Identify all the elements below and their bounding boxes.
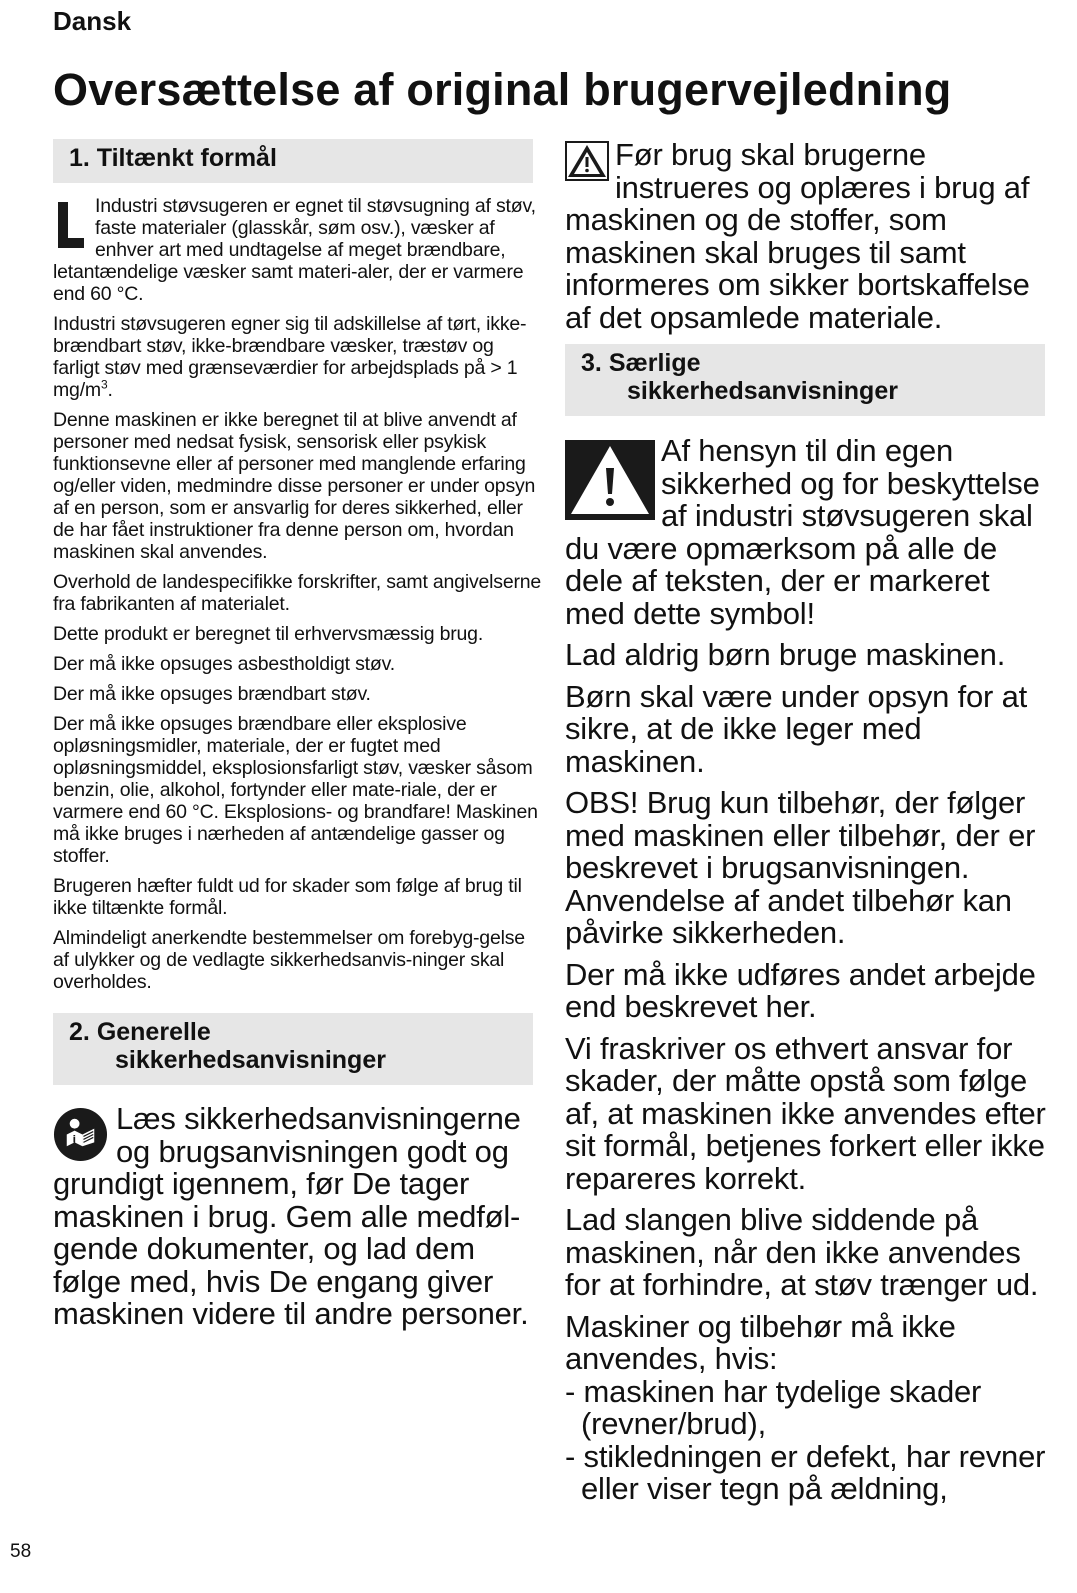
- intended-use-paragraph: Industri støvsugeren er egnet til støvsugning af støv, faste materialer (glasskår, søm osv.), væsker af enhver art med undtagelse af meget brændbare, letantændelige væsker samt materi-aler, der er varmere end 60 °C.: [53, 195, 536, 305]
- warning-triangle-icon: [565, 440, 655, 520]
- superscript-3: 3: [100, 377, 108, 392]
- conditions-paragraph: Maskiner og tilbehør må ikke anvendes, hvis: - maskinen har tydelige skader (revner/brud), - stikledningen er defekt, har revner eller viser tegn på ældning,: [565, 1311, 1055, 1506]
- bullet-cord: - stikledningen er defekt, har revner eller viser tegn på ældning,: [565, 1438, 1046, 1506]
- language-label: Dansk: [53, 6, 132, 36]
- page-number: 58: [10, 1541, 32, 1562]
- read-manual-icon: [53, 1107, 108, 1162]
- liability-paragraph: Brugeren hæfter fuldt ud for skader som følge af brug til ikke tiltænkte formål.: [53, 875, 522, 919]
- section-2-body: [53, 1103, 543, 1331]
- section-3-heading: [565, 344, 1045, 416]
- professional-use-paragraph: Dette produkt er beregnet til erhvervsmæssig brug.: [53, 623, 484, 645]
- section-3-title-line2: sikkerhedsanvisninger: [627, 377, 898, 405]
- left-column: [53, 139, 543, 1340]
- dust-separation-paragraph: Industri støvsugeren egner sig til adskillelse af tørt, ikke-brændbart støv, ikke-brændbare væsker, træstøv og farligt støv med grænseværdier for arbejdsplads på > 1 $mg/m^3$.: [53, 313, 527, 401]
- asbestos-paragraph: Der må ikke opsuges asbestholdigt støv.: [53, 653, 395, 675]
- section-2-heading: [53, 1013, 533, 1085]
- warning-symbol-paragraph: Af hensyn til din egen sikkerhed og for beskyttelse af industri støvsugeren skal du være opmærksom på alle de dele af teksten, der er markeret med dette symbol!: [565, 433, 1040, 631]
- right-column: [565, 139, 1055, 1515]
- other-work-paragraph: Der må ikke udføres andet arbejde end beskrevet her.: [565, 956, 1036, 1024]
- disclaimer-paragraph: Vi fraskriver os ethvert ansvar for skader, der måtte opstå som følge af, at maskinen ikke anvendes efter sit formål, betjenes forkert eller ikke repareres korrekt.: [565, 1030, 1046, 1196]
- children-paragraph: Lad aldrig børn bruge maskinen.: [565, 637, 1006, 672]
- period: .: [107, 379, 113, 401]
- training-paragraph: Før brug skal brugerne instrueres og oplæres i brug af maskinen og de stoffer, som maskinen skal bruges til samt informeres om sikker bortskaffelse af det opsamlede materiale.: [565, 137, 1030, 335]
- bullet-damage: - maskinen har tydelige skader (revner/brud),: [565, 1373, 982, 1441]
- page-title: Oversættelse af original brugervejledning: [53, 64, 952, 115]
- right-intro-block: [565, 139, 1055, 334]
- accident-prevention-paragraph: Almindeligt anerkendte bestemmelser om forebyg-gelse af ulykker og de vedlagte sikkerhedsanvis-ninger skal overholdes.: [53, 927, 525, 993]
- section-2-title-line1: Generelle: [96, 1018, 211, 1046]
- warning-icon: [565, 141, 609, 181]
- section-1-body: [53, 195, 543, 993]
- section-1-heading: 1. Tiltænkt formål: [53, 139, 533, 183]
- section-3-number: 3.: [581, 349, 602, 377]
- hose-paragraph: Lad slangen blive siddende på maskinen, når den ikke anvendes for at forhindre, at støv trænger ud.: [565, 1202, 1039, 1302]
- supervision-paragraph: Børn skal være under opsyn for at sikre, at de ikke leger med maskinen.: [565, 678, 1028, 779]
- section-3-title-line1: Særlige: [608, 349, 701, 377]
- l-class-icon: [53, 200, 89, 252]
- accessories-paragraph: OBS! Brug kun tilbehør, der følger med maskinen eller tilbehør, der er beskrevet i brugsanvisningen. Anvendelse af andet tilbehør kan påvirke sikkerheden.: [565, 785, 1036, 950]
- restricted-users-paragraph: Denne maskinen er ikke beregnet til at blive anvendt af personer med nedsat fysisk, sensorisk eller psykisk funktionsevne eller af personer med manglende erfaring og/eller viden, medmindre disse personer er under opsyn af en person, som er ansvarlig for deres sikkerhed, eller de har fået instruktioner fra denne person om, hvordan maskinen skal anvendes.: [53, 409, 536, 563]
- regulations-paragraph: Overhold de landespecifikke forskrifter, samt angivelserne fra fabrikanten af materialet.: [53, 571, 542, 615]
- section-2-title-line2: sikkerhedsanvisninger: [115, 1046, 386, 1074]
- read-instructions-paragraph: i Læs sikkerhedsanvisningerne og brugsanvisningen godt og grundigt igennem, før De tager maskinen i brug. Gem alle medføl-gende dokumenter, og lad dem følge med, hvis De engang giver maskinen videre til andre personer.: [53, 1101, 529, 1331]
- explosive-paragraph: Der må ikke opsuges brændbare eller eksplosive opløsningsmidler, materiale, der er fugtet med opløsningsmiddel, eksplosionsfarligt støv, væsker såsom benzin, olie, alkohol, fortynder eller mate-riale, der er varmere end 60 °C. Eksplosions- og brandfare! Maskinen må ikke bruges i nærheden af antændelige gasser og stoffer.: [53, 713, 538, 867]
- svg-text:i: i: [72, 1134, 76, 1146]
- section-2-number: 2.: [69, 1018, 90, 1046]
- flammable-dust-paragraph: Der må ikke opsuges brændbart støv.: [53, 683, 371, 705]
- section-3-body: [565, 435, 1055, 1506]
